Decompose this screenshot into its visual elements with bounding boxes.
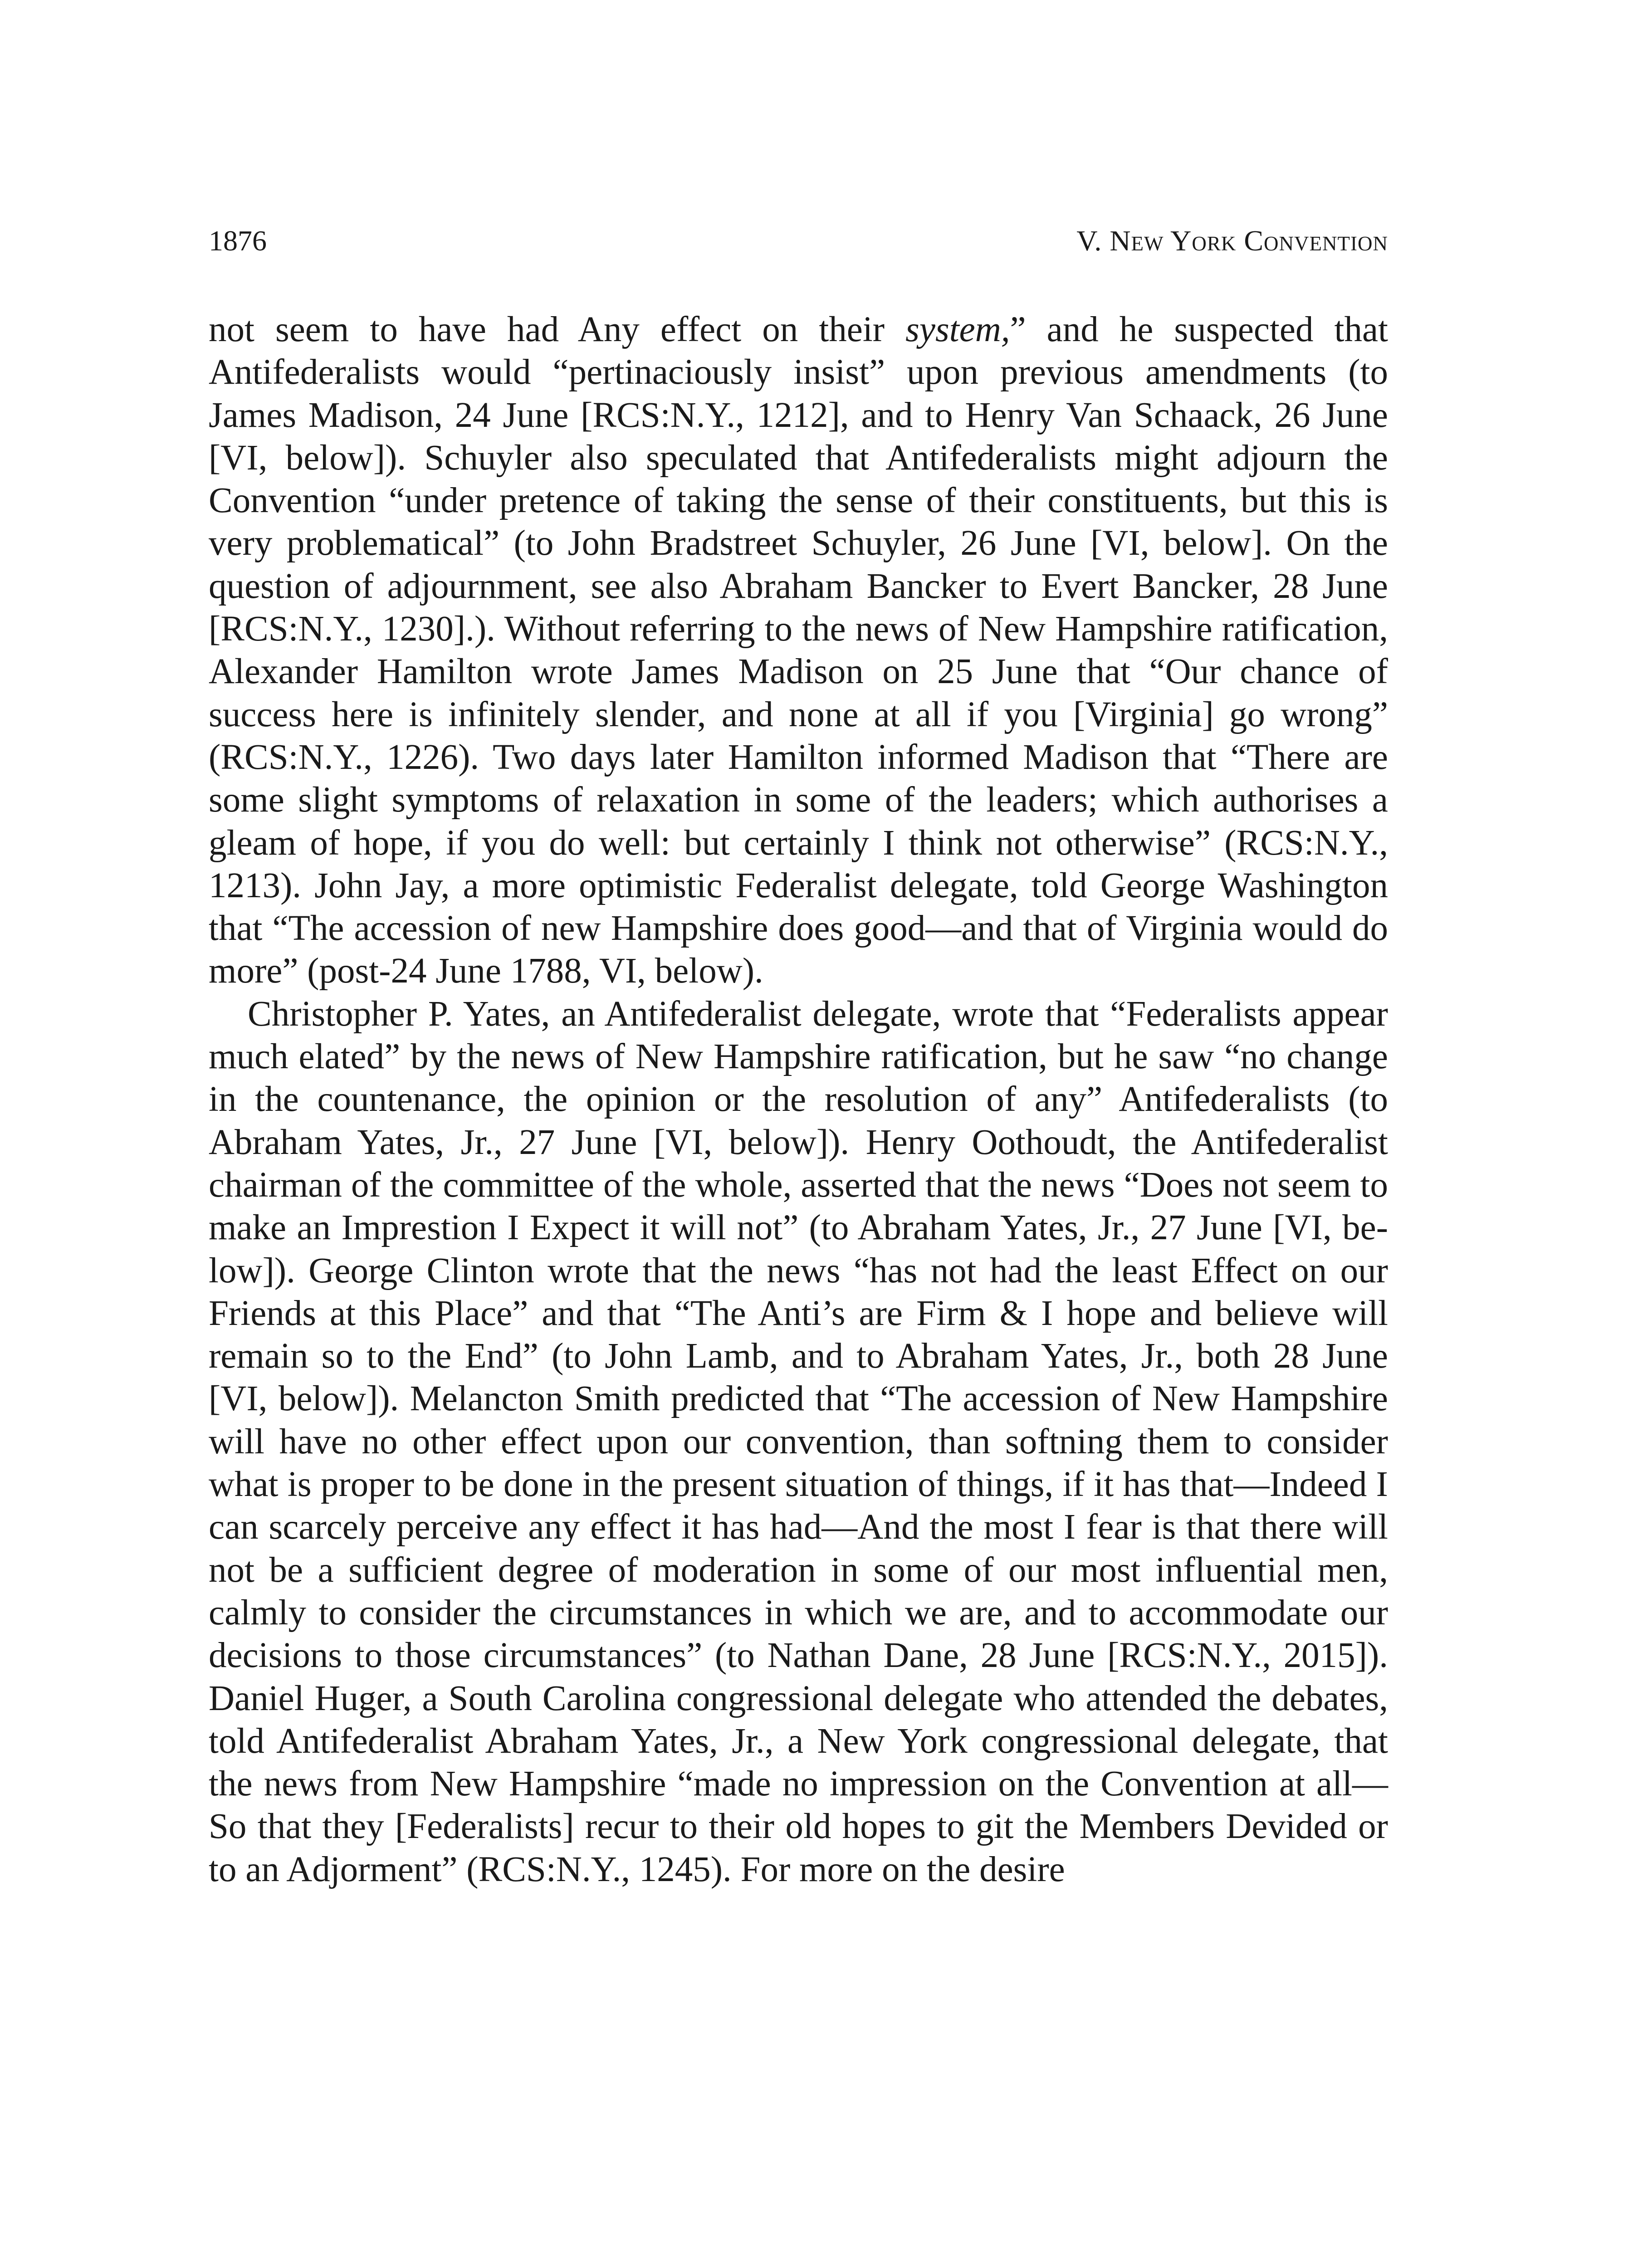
paragraph-1-italic-system: system, (905, 310, 1010, 349)
body-text (209, 308, 1388, 1891)
paragraph-1-text-1: not seem to have had Any effect on their (209, 310, 906, 349)
running-head (209, 220, 1388, 261)
paragraph-1 (209, 308, 1388, 993)
paragraph-1-text-2: ” and he suspected that Antifederalists would “pertinaciously insist” upon previous amendments (to James Madison, 24 June [RCS:N.Y., 1212], and to Henry Van Schaack, 26 June [VI, below]). Schuyler also speculated that Antifederalists might adjourn the Convention “under pretence of taking the sense of their constituents, but this is very problematical” (to John Bradstreet Schuyler, 26 June [VI, below]. On the question of adjournment, see also Abraham Bancker to Evert Bancker, 28 June [RCS:N.Y., 1230].). Without referring to the news of New Hampshire ratification, Alexander Hamilton wrote James Madison on 25 June that “Our chance of success here is infinitely slender, and none at all if you [Virginia] go wrong” (RCS:N.Y., 1226). Two days later Hamilton informed Madison that “There are some slight symptoms of relaxation in some of the leaders; which authorises a gleam of hope, if you do well: but certainly I think not otherwise” (RCS:N.Y., 1213). John Jay, a more optimistic Federalist delegate, told George Washington that “The accession of new Hampshire does good—and that of Virginia would do more” (post-24 June 1788, VI, below). (209, 310, 1389, 991)
page-number: 1876 (209, 225, 267, 257)
running-head-title: V. New York Convention (1076, 225, 1388, 257)
paragraph-2-text: Christopher P. Yates, an Antifederalist delegate, wrote that “Federalists appear much elated” by the news of New Hampshire ratification, but he saw “no change in the countenance, the opinion or the resolution of any” Antifederalists (to Abraham Yates, Jr., 27 June [VI, below]). Henry Oothoudt, the Antifederalist chairman of the committee of the whole, asserted that the news “Does not seem to make an Imprestion I Expect it will not” (to Abraham Yates, Jr., 27 June [VI, below]). George Clinton wrote that the news “has not had the least Effect on our Friends at this Place” and that “The Anti’s are Firm & I hope and believe will remain so to the End” (to John Lamb, and to Abraham Yates, Jr., both 28 June [VI, below]). Melancton Smith predicted that “The accession of New Hampshire will have no other effect upon our convention, than softning them to consider what is proper to be done in the present situation of things, if it has that—Indeed I can scarcely perceive any effect it has had—And the most I fear is that there will not be a sufficient degree of moderation in some of our most influential men, calmly to consider the circumstances in which we are, and to accommodate our decisions to those circumstances” (to Nathan Dane, 28 June [RCS:N.Y., 2015]). Daniel Huger, a South Carolina congressional delegate who attended the debates, told Antifederalist Abraham Yates, Jr., a New York congressional delegate, that the news from New Hampshire “made no impression on the Convention at all—So that they [Federalists] recur to their old hopes to git the Members Devided or to an Adjorment” (RCS:N.Y., 1245). For more on the desire (209, 994, 1388, 1889)
paragraph-2 (209, 993, 1388, 1891)
document-page (209, 0, 1388, 2268)
